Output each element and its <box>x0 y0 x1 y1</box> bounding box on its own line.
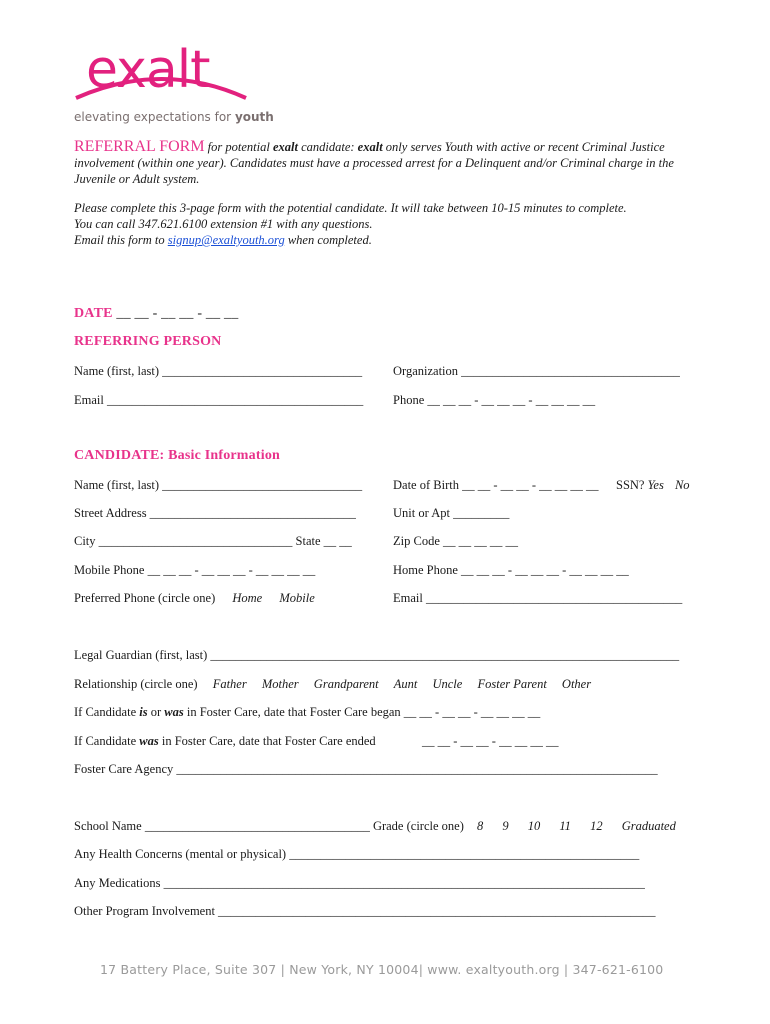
city-state-field[interactable]: City _______________________________ State __ __ <box>74 534 352 548</box>
candidate-heading: CANDIDATE: Basic Information <box>74 448 281 463</box>
other-program-field[interactable]: Other Program Involvement ______________________________________________________________________ <box>74 904 656 918</box>
relationship-option[interactable]: Mother <box>261 677 299 691</box>
legal-guardian-field[interactable]: Legal Guardian (first, last) ___________________________________________________________________________ <box>74 648 680 662</box>
intro-text-2: candidate: <box>297 140 358 154</box>
referring-org-field[interactable]: Organization ___________________________________ <box>393 364 680 378</box>
foster-ended-date-blank[interactable]: __ __ - __ __ - __ __ __ __ <box>422 734 559 748</box>
foster-care-began-field[interactable] <box>74 705 540 720</box>
page-footer: 17 Battery Place, Suite 307 | New York, NY 10004| www. exaltyouth.org | 347-621-6100 <box>100 962 664 977</box>
signup-email-link[interactable]: signup@exaltyouth.org <box>167 233 285 247</box>
home-phone-field[interactable]: Home Phone __ __ __ - __ __ __ - __ __ __ __ <box>393 563 629 577</box>
relationship-label: Relationship (circle one) <box>74 677 198 691</box>
health-concerns-field[interactable]: Any Health Concerns (mental or physical) ________________________________________________________ <box>74 847 640 861</box>
street-address-field[interactable]: Street Address _________________________________ <box>74 506 356 520</box>
candidate-dob-field[interactable]: Date of Birth __ __ - __ __ - __ __ __ __ <box>393 478 599 492</box>
tagline-bold: youth <box>234 110 274 124</box>
relationship-option[interactable]: Grandparent <box>313 677 379 691</box>
candidate-name-field[interactable]: Name (first, last) ________________________________ <box>74 478 363 492</box>
grade-option[interactable]: 12 <box>590 819 603 833</box>
logo-tagline <box>74 110 274 124</box>
intro-exalt-2: exalt <box>357 140 383 154</box>
pref-mobile-option[interactable]: Mobile <box>279 591 315 605</box>
candidate-email-field[interactable]: Email _________________________________________ <box>393 591 683 605</box>
relationship-option[interactable]: Father <box>212 677 247 691</box>
pref-home-option[interactable]: Home <box>232 591 263 605</box>
medications-field[interactable]: Any Medications _____________________________________________________________________________ <box>74 876 645 890</box>
logo-word: exalt <box>86 40 210 100</box>
foster-began-post: in Foster Care, date that Foster Care began __ __ - __ __ - __ __ __ __ <box>183 705 541 719</box>
grade-option[interactable]: Graduated <box>621 819 676 833</box>
tagline-text: elevating expectations for <box>74 110 235 124</box>
referring-phone-field[interactable]: Phone __ __ __ - __ __ __ - __ __ __ __ <box>393 393 596 407</box>
foster-care-agency-field[interactable]: Foster Care Agency _____________________________________________________________________________ <box>74 762 658 776</box>
relationship-option[interactable]: Other <box>561 677 592 691</box>
candidate-ssn-field[interactable] <box>616 478 690 493</box>
referring-person-heading: REFERRING PERSON <box>74 334 222 349</box>
mobile-phone-field[interactable]: Mobile Phone __ __ __ - __ __ __ - __ __ __ __ <box>74 563 316 577</box>
foster-began-is: is <box>139 705 148 719</box>
school-grade-field <box>74 819 676 834</box>
foster-began-pre: If Candidate <box>74 705 140 719</box>
instruction-line-2: You can call 347.621.6100 extension #1 with any questions. <box>74 217 373 231</box>
instruction-email-post: when completed. <box>284 233 372 247</box>
foster-began-was: was <box>164 705 184 719</box>
date-field[interactable] <box>74 306 238 322</box>
zip-code-field[interactable]: Zip Code __ __ __ __ __ <box>393 534 518 548</box>
instruction-email-pre: Email this form to <box>74 233 168 247</box>
instruction-line-1: Please complete this 3-page form with the potential candidate. It will take between 10-15 minutes to complete. <box>74 201 627 215</box>
relationship-option[interactable]: Aunt <box>393 677 418 691</box>
intro-exalt-1: exalt <box>272 140 298 154</box>
foster-ended-was: was <box>139 734 159 748</box>
form-title: REFERRAL FORM <box>74 138 205 155</box>
date-blank: __ __ - __ __ - __ __ <box>116 306 239 321</box>
preferred-phone-field <box>74 591 315 606</box>
intro-text-1: for potential <box>207 140 273 154</box>
ssn-yes-option[interactable]: Yes <box>647 478 664 492</box>
foster-began-or: or <box>147 705 165 719</box>
instruction-line-3 <box>74 233 372 248</box>
referring-email-field[interactable]: Email _________________________________________ <box>74 393 364 407</box>
foster-care-ended-field[interactable] <box>74 734 376 749</box>
ssn-label: SSN? <box>616 478 645 492</box>
grade-option[interactable]: 11 <box>559 819 571 833</box>
intro-paragraph <box>74 139 714 187</box>
foster-ended-post: in Foster Care, date that Foster Care ended <box>158 734 376 748</box>
grade-option[interactable]: 9 <box>502 819 509 833</box>
preferred-phone-label: Preferred Phone (circle one) <box>74 591 216 605</box>
ssn-no-option[interactable]: No <box>674 478 690 492</box>
grade-option[interactable]: 8 <box>476 819 484 833</box>
date-label: DATE <box>74 306 113 321</box>
grade-option[interactable]: 10 <box>527 819 541 833</box>
exalt-logo <box>72 40 274 130</box>
intro-text-3: only serves Youth with active or recent Criminal Justice involvement (within one year). Candidates must have a processed arrest for a Delinquent and/or Criminal charge in the Juvenile or Adult system. <box>74 140 674 186</box>
relationship-option[interactable]: Uncle <box>432 677 463 691</box>
foster-ended-pre: If Candidate <box>74 734 140 748</box>
referring-name-field[interactable]: Name (first, last) ________________________________ <box>74 364 363 378</box>
relationship-field <box>74 677 603 692</box>
school-name-label[interactable]: School Name ____________________________________ Grade (circle one) <box>74 819 464 833</box>
relationship-option[interactable]: Foster Parent <box>477 677 547 691</box>
unit-apt-field[interactable]: Unit or Apt _________ <box>393 506 510 520</box>
